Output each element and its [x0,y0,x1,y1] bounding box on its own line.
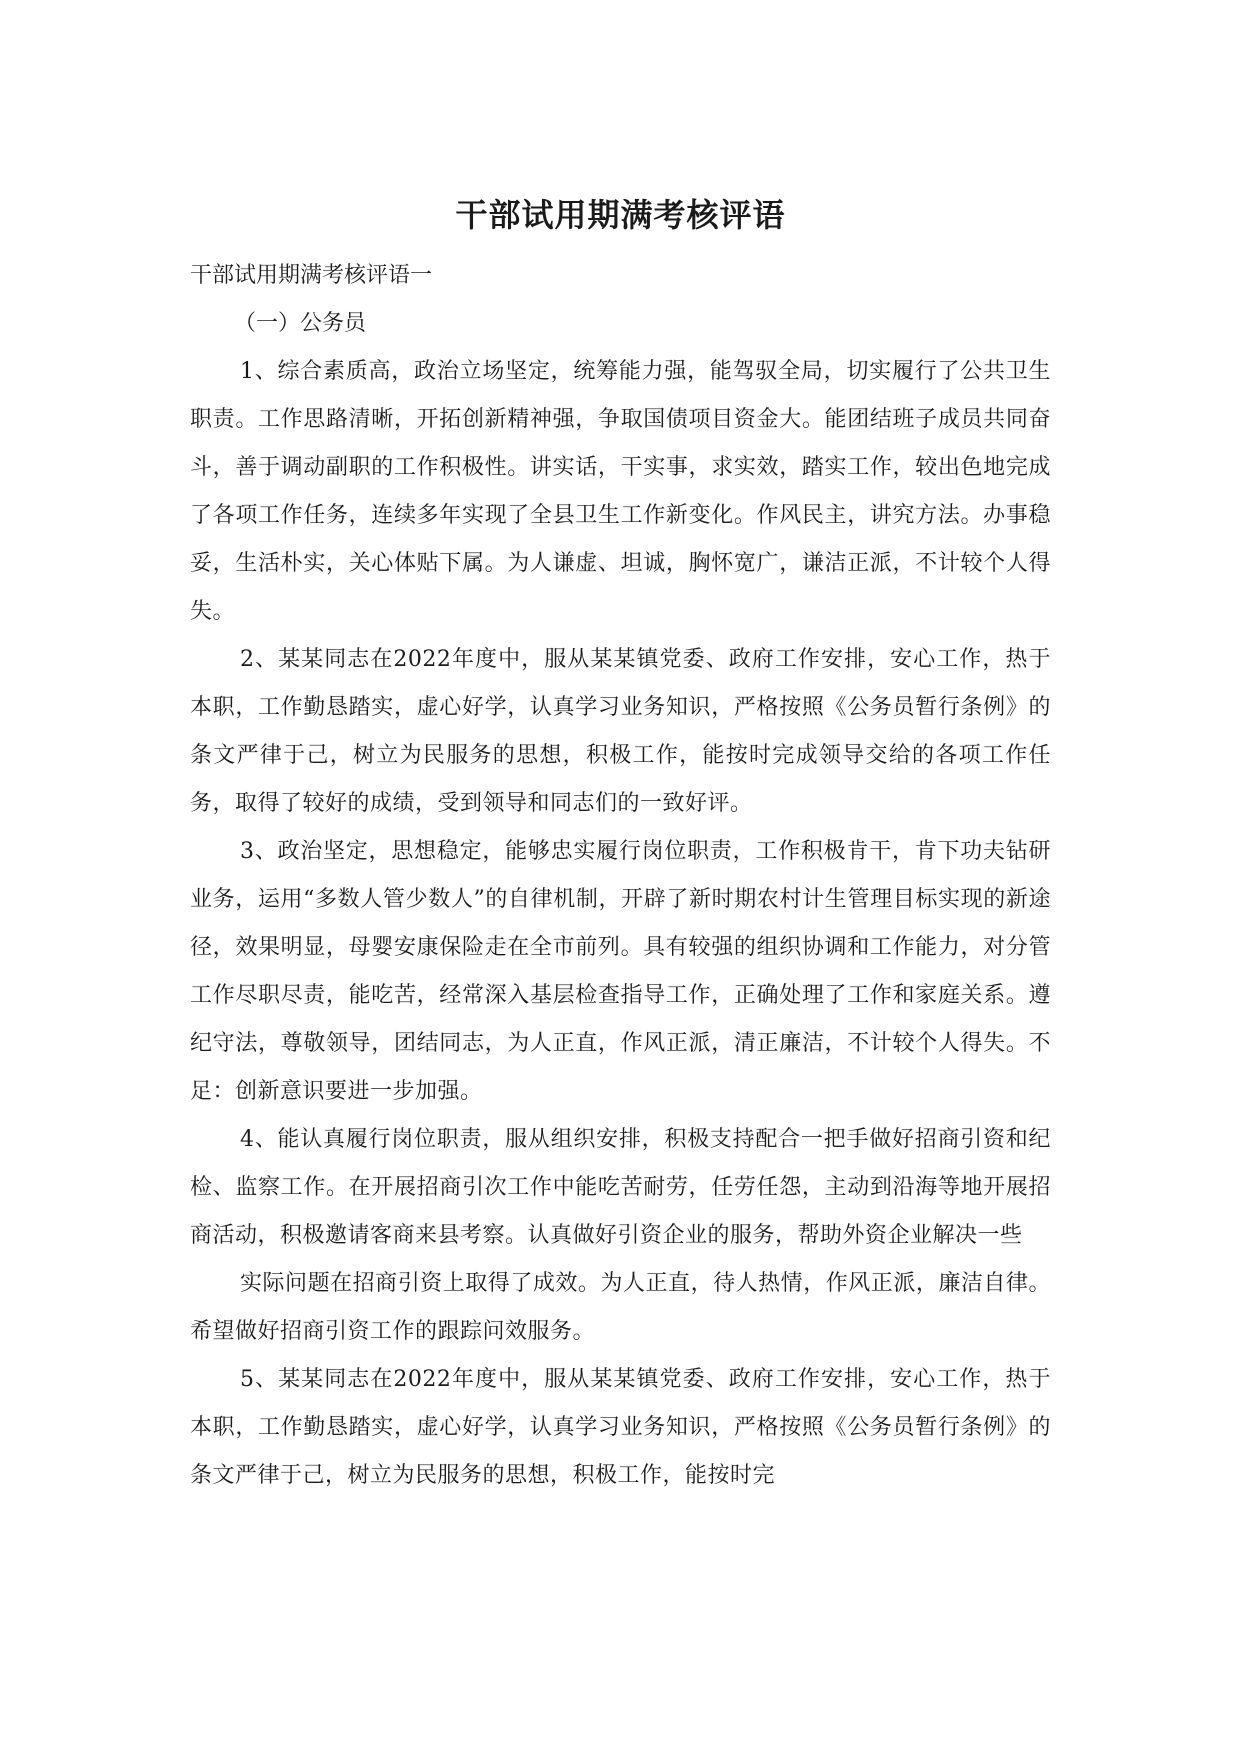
document-title: 干部试用期满考核评语 [455,196,786,234]
paragraph-3: 3、政治坚定，思想稳定，能够忠实履行岗位职责，工作积极肯干，肯下功夫钻研业务，运用“多数人管少数人”的自律机制，开辟了新时期农村计生管理目标实现的新途径，效果明显，母婴安康保险走在全市前列。具有较强的组织协调和工作能力，对分管工作尽职尽责，能吃苦，经常深入基层检查指导工作，正确处理了工作和家庭关系。遵纪守法，尊敬领导，团结同志，为人正直，作风正派，清正廉洁，不计较个人得失。不足：创新意识要进一步加强。 [190,839,1051,1104]
paragraph-2: 2、某某同志在2022年度中，服从某某镇党委、政府工作安排，安心工作，热于本职，工作勤恳踏实，虚心好学，认真学习业务知识，严格按照《公务员暂行条例》的条文严律于己，树立为民服务的思想，积极工作，能按时完成领导交给的各项工作任务，取得了较好的成绩，受到领导和同志们的一致好评。 [190,647,1051,816]
document-page [190,0,1051,1500]
paragraph-4: 4、能认真履行岗位职责，服从组织安排，积极支持配合一把手做好招商引资和纪检、监察工作。在开展招商引次工作中能吃苦耐劳，任劳任怨，主动到沿海等地开展招商活动，积极邀请客商来县考察。认真做好引资企业的服务，帮助外资企业解决一些 [190,1127,1051,1248]
section-heading: （一）公务员 [234,311,367,336]
document-subtitle: 干部试用期满考核评语一 [190,263,433,288]
paragraph-5: 5、某某同志在2022年度中，服从某某镇党委、政府工作安排，安心工作，热于本职，工作勤恳踏实，虚心好学，认真学习业务知识，严格按照《公务员暂行条例》的条文严律于己，树立为民服务的思想，积极工作，能按时完 [190,1367,1051,1488]
paragraph-1: 1、综合素质高，政治立场坚定，统筹能力强，能驾驭全局，切实履行了公共卫生职责。工作思路清晰，开拓创新精神强，争取国债项目资金大。能团结班子成员共同奋斗，善于调动副职的工作积极性。讲实话，干实事，求实效，踏实工作，较出色地完成了各项工作任务，连续多年实现了全县卫生工作新变化。作风民主，讲究方法。办事稳妥，生活朴实，关心体贴下属。为人谦虚、坦诚，胸怀宽广，谦洁正派，不计较个人得失。 [190,359,1051,624]
paragraph-4-continued: 实际问题在招商引资上取得了成效。为人正直，待人热情，作风正派，廉洁自律。希望做好招商引资工作的跟踪问效服务。 [190,1271,1051,1344]
